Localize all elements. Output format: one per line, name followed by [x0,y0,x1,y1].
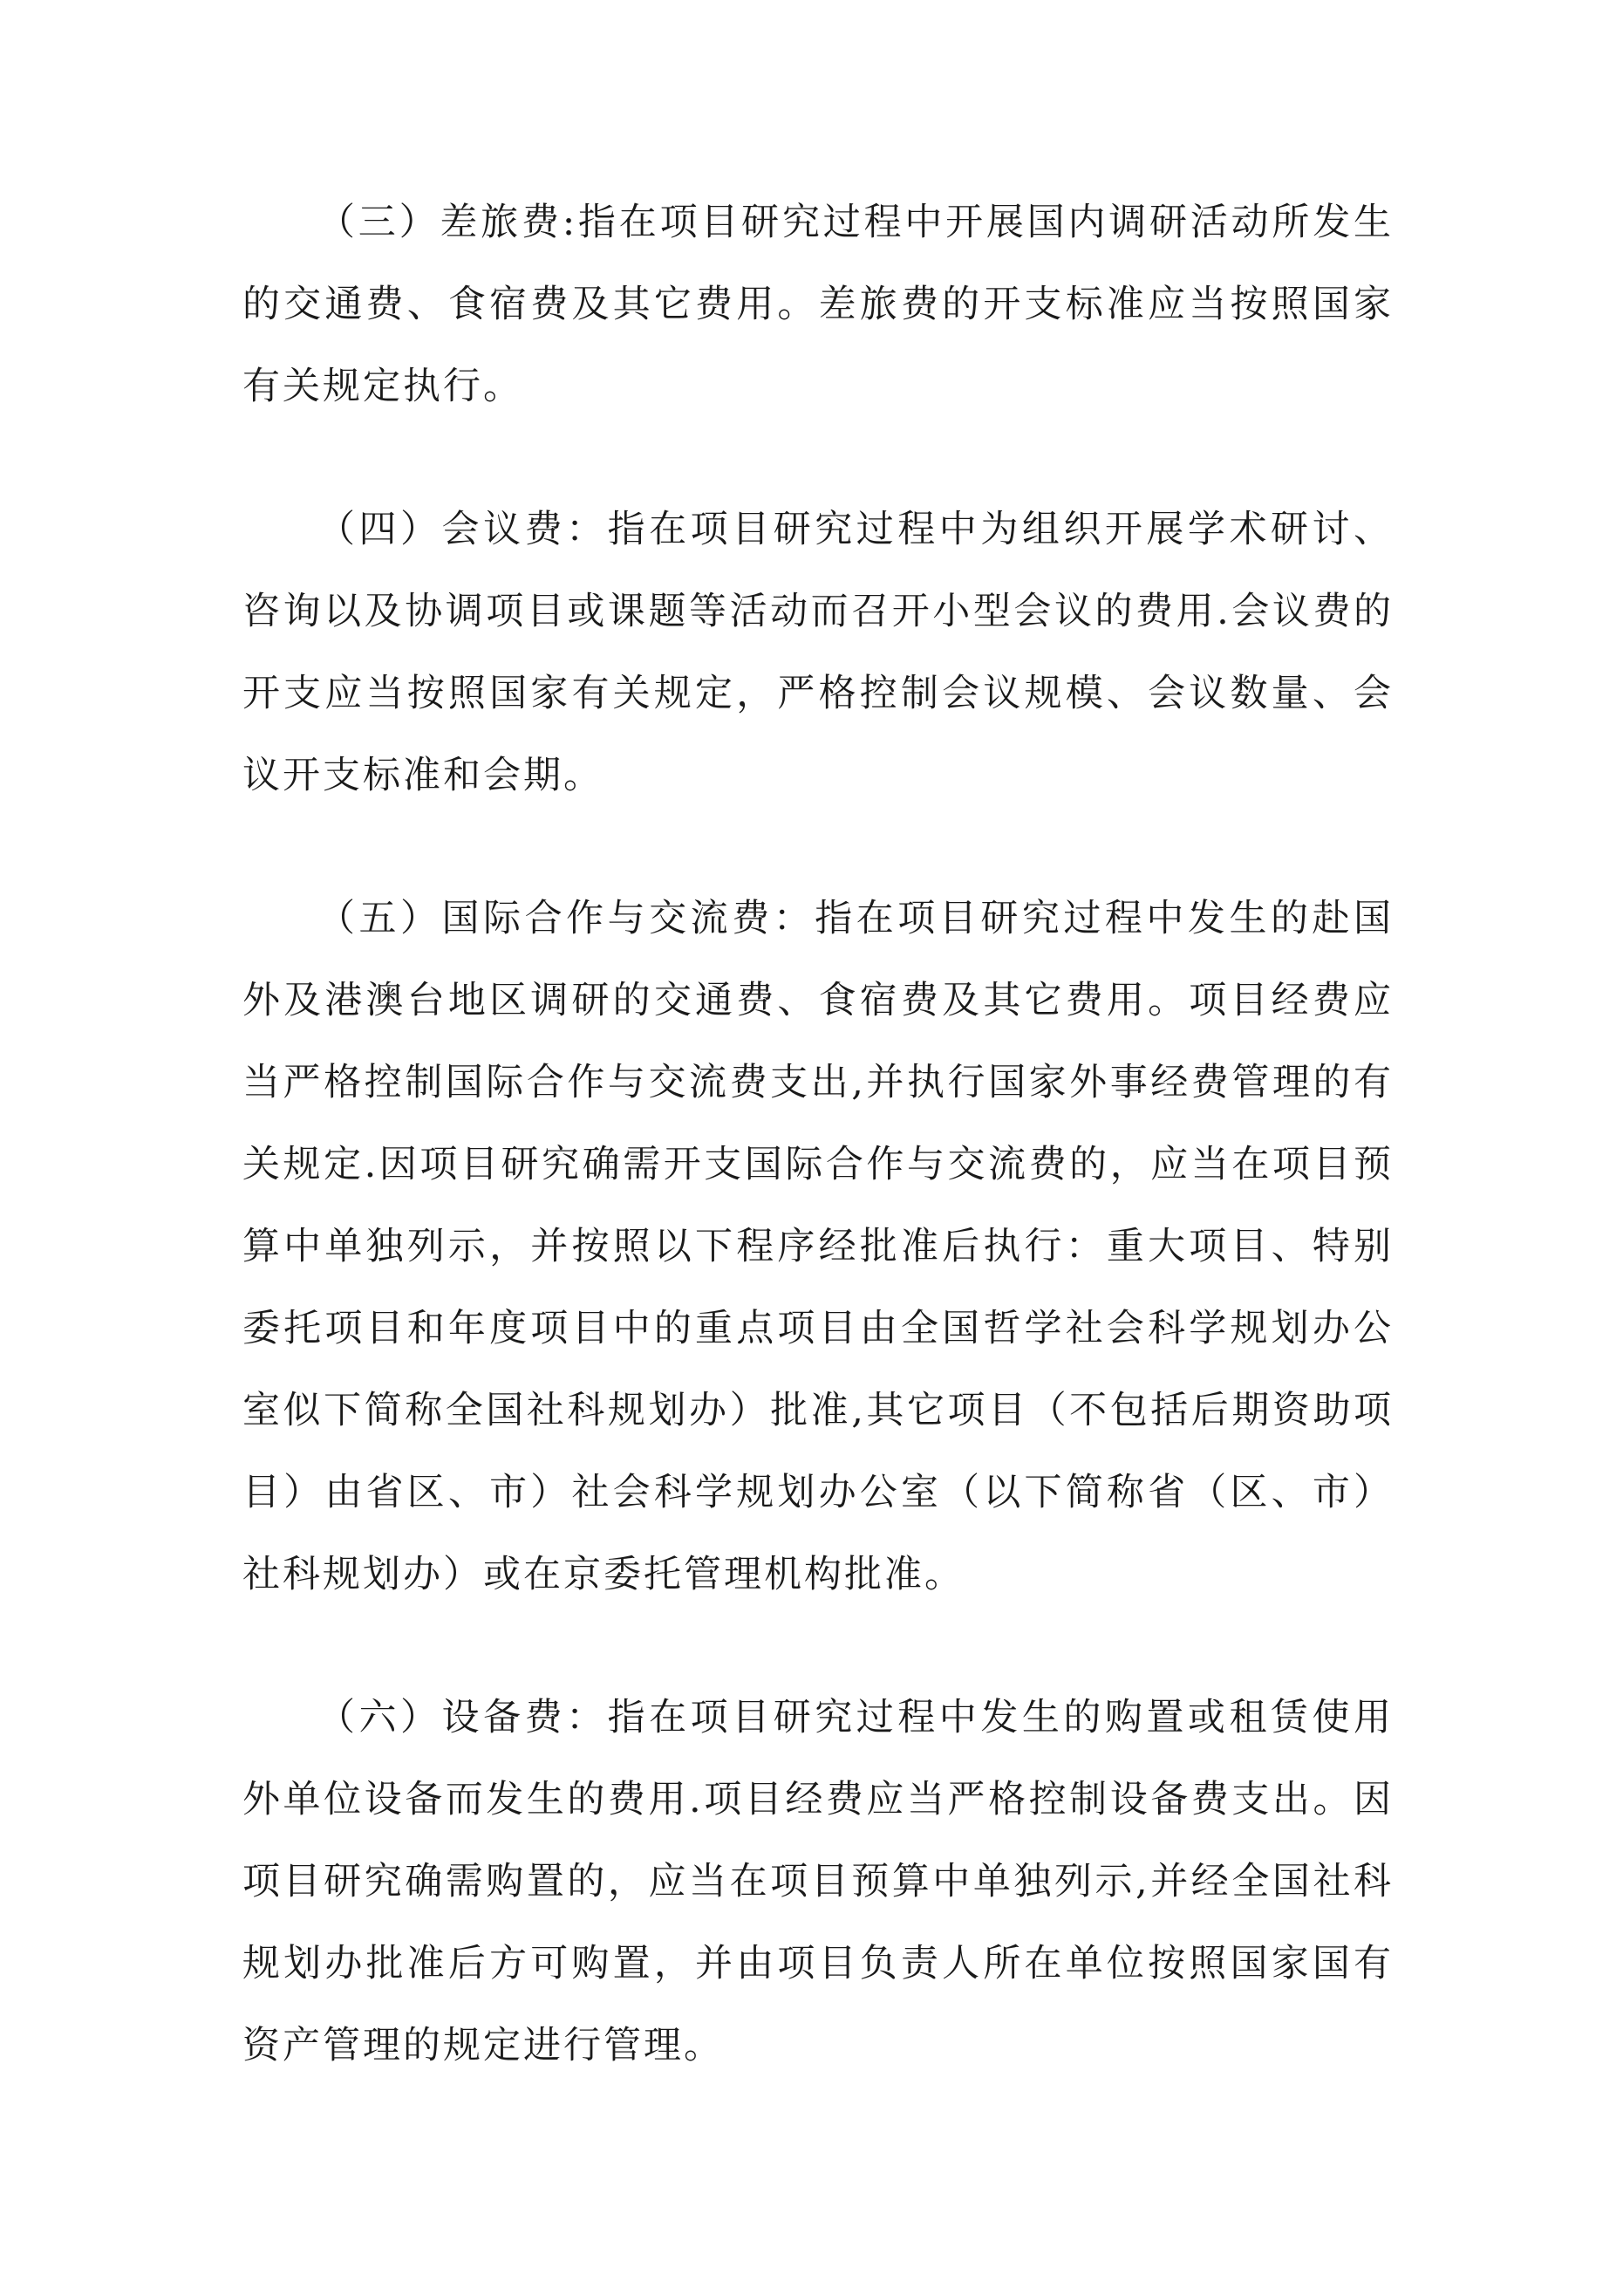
paragraph-equipment-expenses: （六）设备费：指在项目研究过程中发生的购置或租赁使用外单位设备而发生的费用.项目经费应当严格控制设备费支出。因项目研究确需购置的，应当在项目预算中单独列示,并经全国社科规划办批准后方可购置，并由项目负责人所在单位按照国家国有资产管理的规定进行管理。 [242,1696,1394,2067]
paragraph-international-exchange-expenses: （五）国际合作与交流费：指在项目研究过程中发生的赴国外及港澳台地区调研的交通费、食宿费及其它费用。项目经费应当严格控制国际合作与交流费支出,并执行国家外事经费管理的有关规定.因项目研究确需开支国际合作与交流费的，应当在项目预算中单独列示，并按照以下程序经批准后执行：重大项目、特别委托项目和年度项目中的重点项目由全国哲学社会科学规划办公室似下简称全国社科规划办）批准,其它项目（不包括后期资助项目）由省区、市）社会科学规划办公室（以下简称省（区、市）社科规划办）或在京委托管理机构批准。 [242,897,1394,1596]
paragraph-travel-expenses: （三）差旅费:指在项目研究过程中开展国内调研活动所发生的交通费、食宿费及其它费用。差旅费的开支标准应当按照国家有关规定执行。 [242,201,1394,408]
paragraph-meeting-expenses: （四）会议费：指在项目研究过程中为组织开展学术研讨、咨询以及协调项目或课题等活动而召开小型会议的费用.会议费的开支应当按照国家有关规定，严格控制会议规模、会议数量、会议开支标准和会期。 [242,508,1394,797]
document-body [242,181,1394,2148]
